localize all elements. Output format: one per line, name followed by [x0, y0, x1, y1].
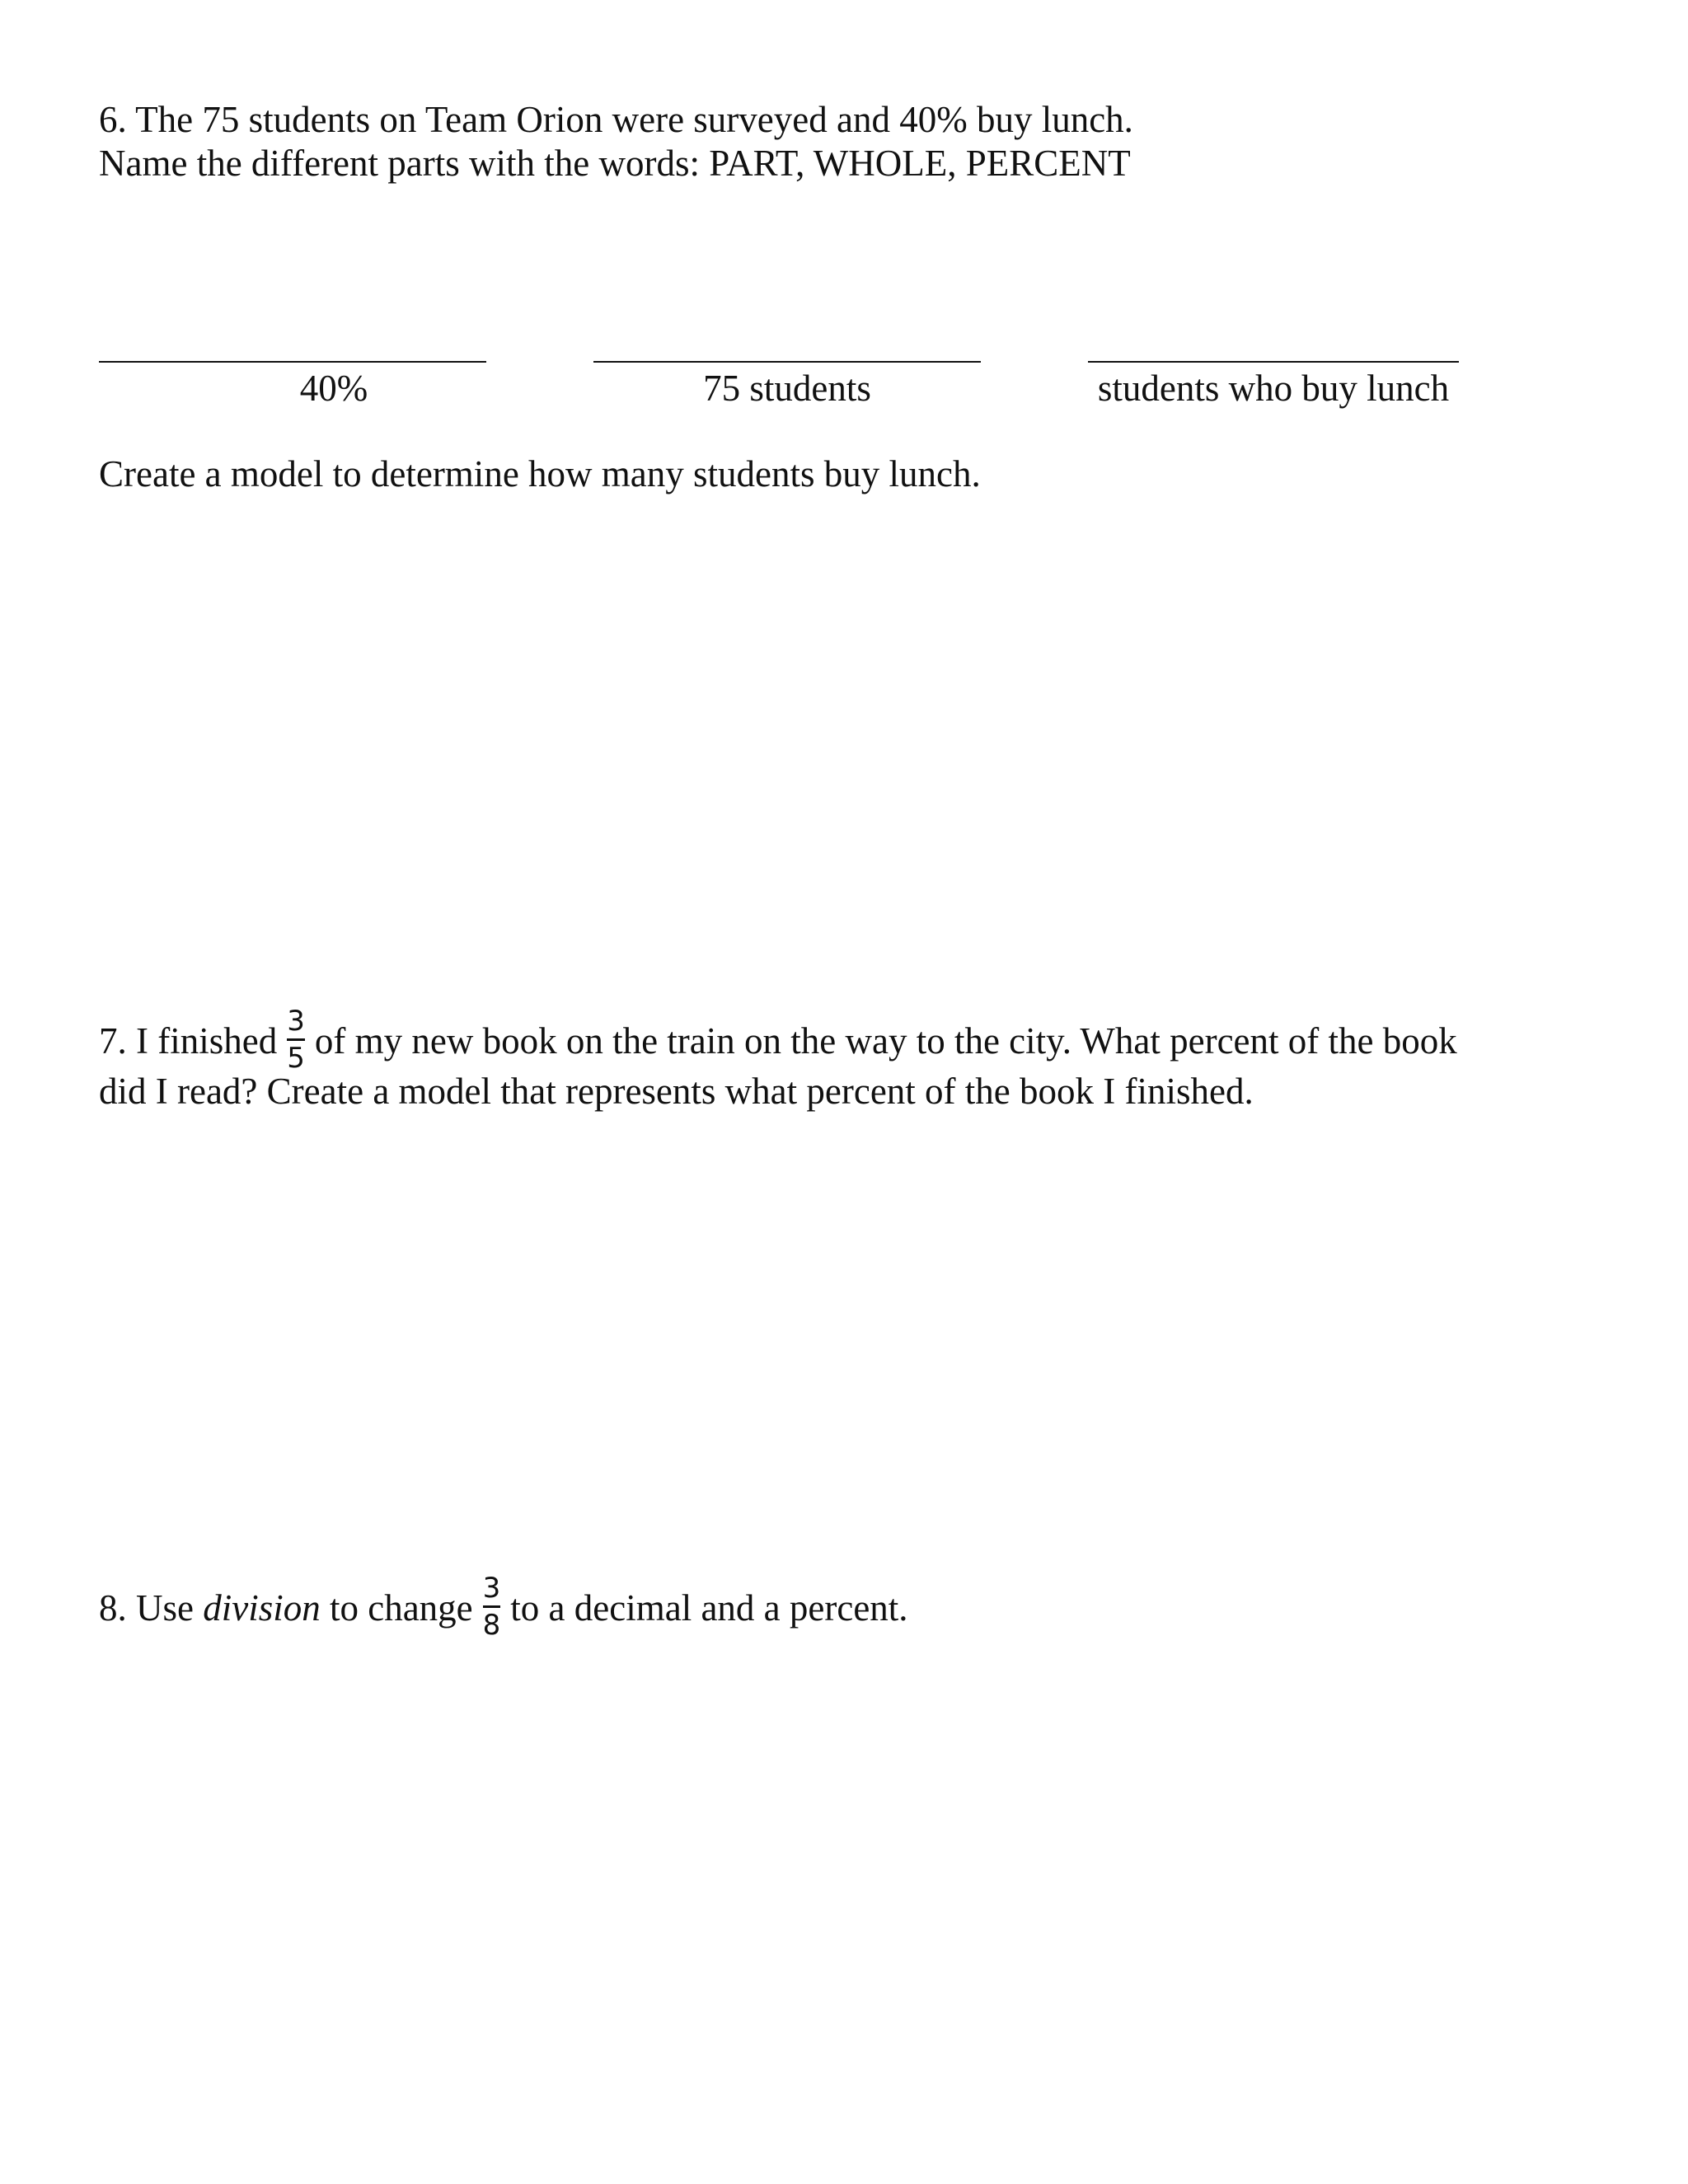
blank-label-part-value: students who buy lunch — [1097, 368, 1450, 409]
answer-blank-2[interactable] — [593, 361, 981, 363]
fraction-three-fifths — [285, 1005, 307, 1074]
question-6-model-prompt: Create a model to determine how many students buy lunch. — [99, 453, 981, 494]
blank-label-percent-value: 40% — [299, 368, 368, 409]
question-8-suffix: to a decimal and a percent. — [510, 1586, 908, 1629]
answer-blank-1[interactable] — [99, 361, 486, 363]
fraction-bar — [287, 1038, 305, 1041]
question-8-prompt — [99, 1572, 908, 1646]
question-8-emphasis: division — [203, 1586, 321, 1629]
fraction-denominator: 5 — [287, 1042, 305, 1075]
blank-label-whole-value: 75 students — [703, 368, 871, 409]
fraction-three-eighths — [481, 1572, 503, 1641]
question-6-prompt: 6. The 75 students on Team Orion were surveyed and 40% buy lunch. — [99, 99, 1133, 140]
question-6-instruction: Name the different parts with the words: PART, WHOLE, PERCENT — [99, 143, 1131, 184]
fraction-numerator: 3 — [287, 1005, 305, 1038]
fraction-denominator: 8 — [482, 1609, 501, 1642]
question-7-prompt-line-2: did I read? Create a model that represents what percent of the book I finished. — [99, 1071, 1254, 1112]
question-7-prefix: 7. I finished — [99, 1019, 278, 1062]
question-8-prefix: 8. Use — [99, 1586, 204, 1629]
fraction-bar — [483, 1605, 501, 1608]
answer-blank-3[interactable] — [1088, 361, 1459, 363]
question-8-mid: to change — [320, 1586, 473, 1629]
fraction-numerator: 3 — [482, 1572, 501, 1605]
question-7-suffix: of my new book on the train on the way to the city. What percent of the book — [314, 1019, 1457, 1062]
